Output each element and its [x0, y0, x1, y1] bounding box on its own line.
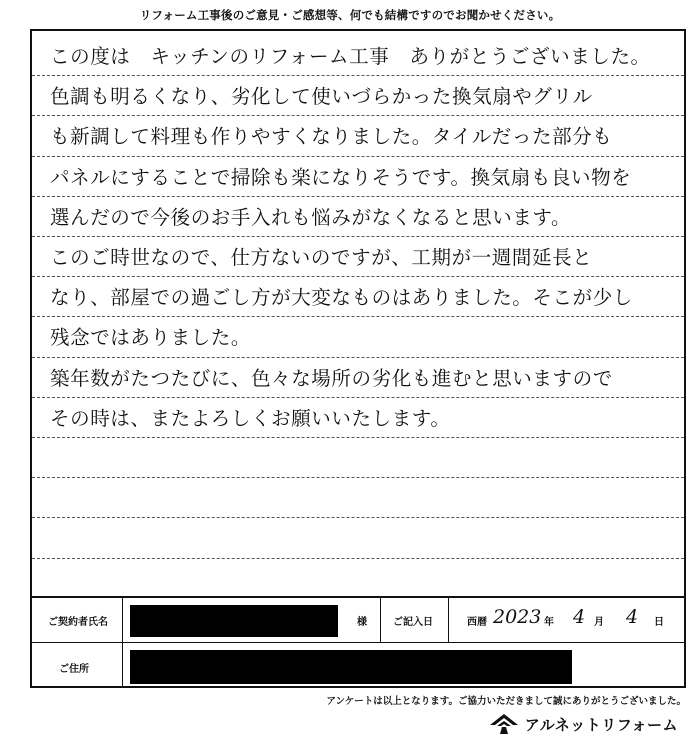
comment-line-text: この度は キッチンのリフォーム工事 ありがとうございました。 — [50, 45, 651, 68]
comment-line-text: 色調も明るくなり、劣化して使いづらかった換気扇やグリル — [50, 85, 593, 109]
ruled-line — [32, 156, 684, 157]
month-label: 月 — [594, 617, 604, 628]
ruled-line — [32, 477, 684, 478]
comment-line-text: その時は、またよろしくお願いいたします。 — [50, 406, 451, 430]
year-label: 年 — [544, 617, 554, 628]
honorific-label: 様 — [357, 617, 367, 628]
ruled-line — [32, 316, 684, 317]
comment-line-text: 築年数がたつたびに、色々な場所の劣化も進むと思いますので — [50, 366, 613, 390]
redacted-address — [130, 650, 572, 684]
survey-instruction: リフォーム工事後のご意見・ご感想等、何でも結構ですのでお聞かせください。 — [139, 8, 561, 22]
day-label: 日 — [654, 617, 664, 628]
ruled-line — [32, 236, 684, 237]
comment-line-text: なり、部屋での過ごし方が大変なものはありました。そこが少し — [50, 286, 633, 310]
era-label: 西暦 — [467, 617, 487, 628]
entry-year: 2023 — [493, 606, 542, 628]
table-col-divider — [122, 598, 123, 688]
brand-name: アルネットリフォーム — [524, 715, 678, 734]
closing-note: アンケートは以上となります。ご協力いただきまして誠にありがとうございました。 — [326, 696, 686, 707]
table-col-divider — [380, 598, 381, 642]
comment-line-text — [50, 479, 678, 519]
entry-day: 4 — [626, 606, 639, 628]
comment-line-text — [50, 439, 678, 479]
ruled-line — [32, 75, 684, 76]
comment-line-text: パネルにすることで掃除も楽になりそうです。換気扇も良い物を — [50, 165, 632, 189]
table-row-divider — [32, 642, 684, 643]
comment-line-text: も新調して料理も作りやすくなりました。タイルだった部分も — [50, 125, 613, 149]
ruled-line — [32, 517, 684, 518]
ruled-line — [32, 196, 684, 197]
entry-month: 4 — [573, 606, 586, 628]
redacted-name — [130, 605, 338, 637]
entry-date-label: ご記入日 — [393, 617, 433, 628]
comment-line-text: 残念ではありました。 — [50, 326, 252, 350]
contract-name-label: ご契約者氏名 — [48, 617, 108, 628]
ruled-line — [32, 437, 684, 438]
address-label: ご住所 — [59, 664, 89, 675]
comment-line-text: 選んだので今後のお手入れも悩みがなくなると思います。 — [50, 205, 572, 229]
ruled-line — [32, 276, 684, 277]
table-col-divider — [448, 598, 449, 642]
alnet-logo-icon — [489, 713, 519, 735]
ruled-line — [32, 357, 684, 358]
brand-logo — [489, 712, 678, 736]
ruled-line — [32, 397, 684, 398]
comment-line-text: このご時世なので、仕方ないのですが、工期が一週間延長と — [50, 246, 593, 269]
ruled-line — [32, 558, 684, 559]
comment-form — [30, 29, 686, 688]
ruled-line — [32, 115, 684, 116]
comment-line-text — [50, 519, 678, 559]
customer-info-table — [32, 596, 684, 688]
